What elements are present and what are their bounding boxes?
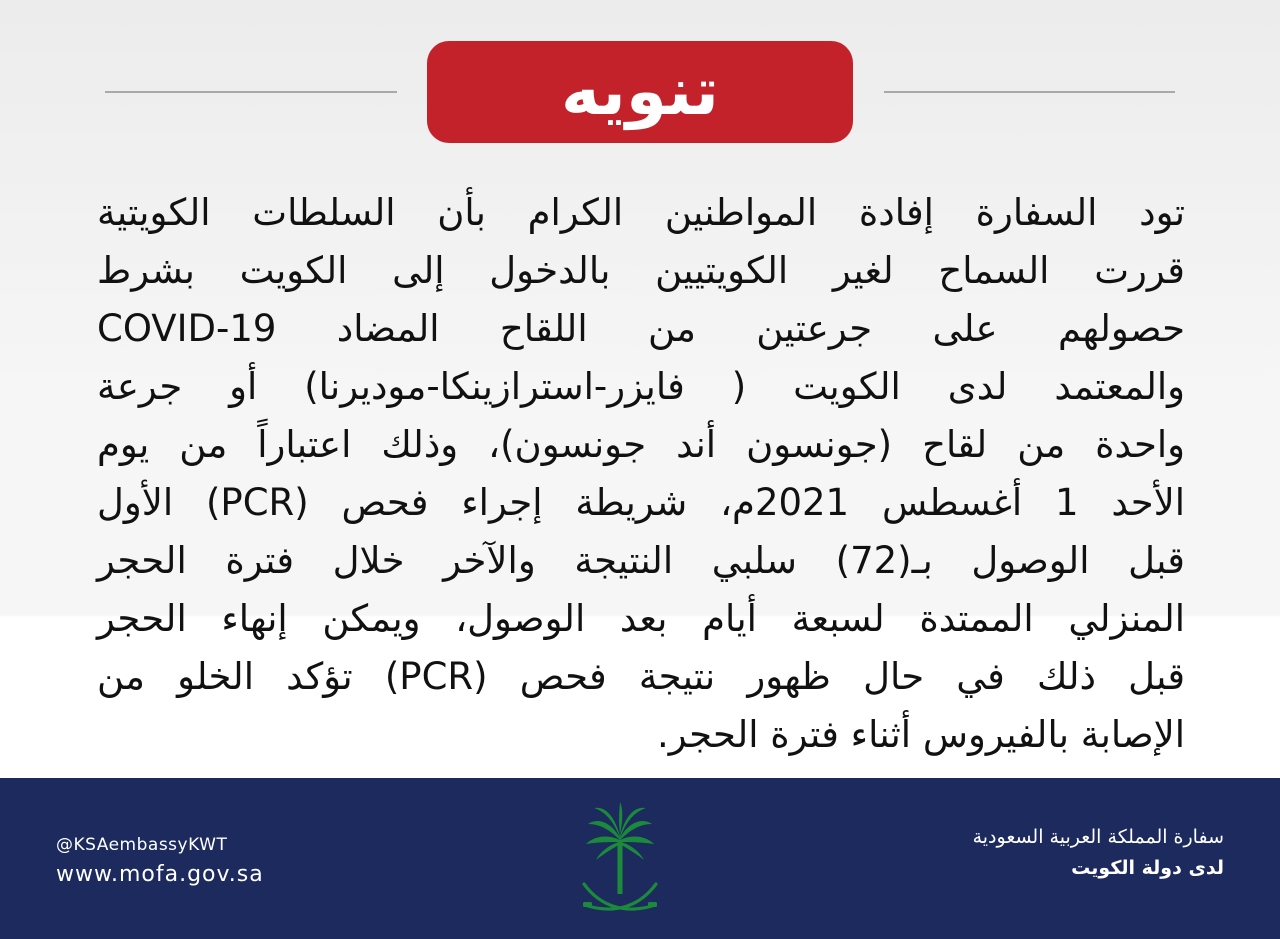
notice-line: قررت السماح لغير الكويتيين بالدخول إلى الكويت بشرط <box>97 249 1185 292</box>
social-handle[interactable]: @KSAembassyKWT <box>56 835 228 855</box>
notice-line: واحدة من لقاح (جونسون أند جونسون)، وذلك اعتباراً من يوم <box>97 423 1185 466</box>
notice-line: قبل الوصول بـ(72) سلبي النتيجة والآخر خلال فترة الحجر <box>97 539 1185 582</box>
website-link[interactable]: www.mofa.gov.sa <box>56 862 264 887</box>
page-title: تنويه <box>561 53 719 130</box>
notice-line-last: الإصابة بالفيروس أثناء فترة الحجر. <box>657 713 1185 756</box>
notice-line: المنزلي الممتدة لسبعة أيام بعد الوصول، ويمكن إنهاء الحجر <box>97 597 1185 640</box>
notice-line: والمعتمد لدى الكويت ( فايزر-استرازينكا-موديرنا) أو جرعة <box>97 365 1185 408</box>
notice-line: الأحد 1 أغسطس 2021م، شريطة إجراء فحص (PCR) الأول <box>97 481 1185 524</box>
embassy-country: لدى دولة الكويت <box>1071 857 1224 879</box>
notice-line: تود السفارة إفادة المواطنين الكرام بأن السلطات الكويتية <box>97 191 1185 234</box>
notice-body <box>97 184 1185 764</box>
footer-bar <box>0 778 1280 939</box>
palm-swords-emblem-icon <box>580 802 660 924</box>
notice-line: قبل ذلك في حال ظهور نتيجة فحص (PCR) تؤكد الخلو من <box>97 655 1186 698</box>
embassy-info <box>973 822 1224 884</box>
notice-line: حصولهم على جرعتين من اللقاح المضاد COVID-19 <box>97 307 1185 350</box>
title-banner <box>427 41 853 143</box>
footer-contact <box>56 834 264 892</box>
embassy-name: سفارة المملكة العربية السعودية <box>972 826 1224 848</box>
title-divider-left <box>105 91 397 93</box>
title-divider-right <box>884 91 1175 93</box>
